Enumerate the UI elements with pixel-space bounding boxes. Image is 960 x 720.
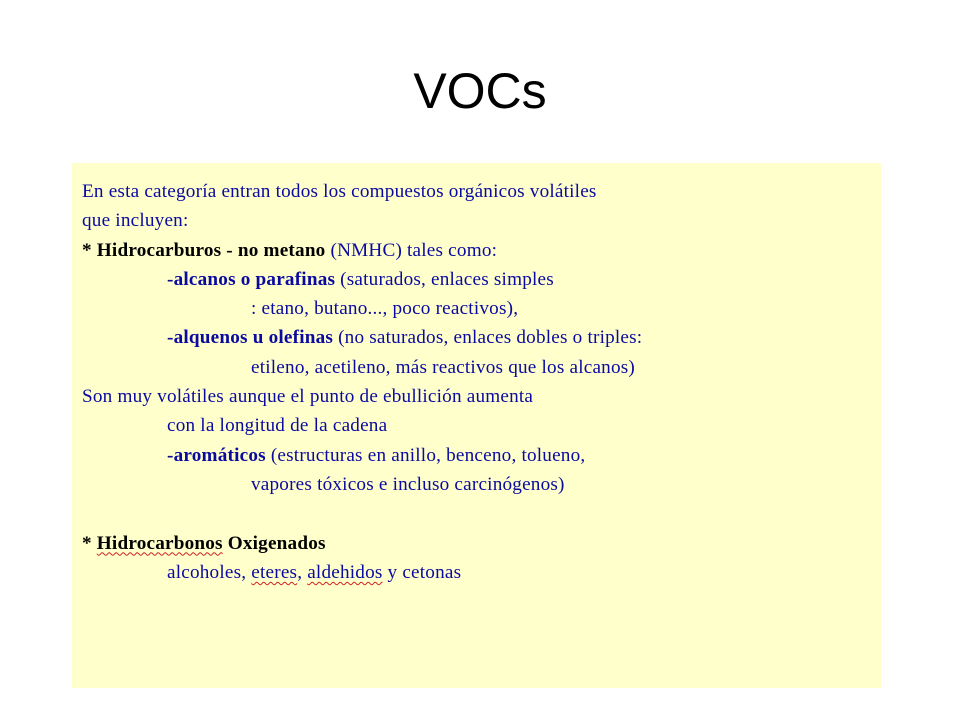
text-line <box>82 236 877 265</box>
bullet-marker: * <box>82 239 97 261</box>
text-line: con la longitud de la cadena <box>167 415 388 437</box>
content-box <box>72 163 881 688</box>
section-heading: Hidrocarbonos <box>96 532 223 554</box>
text-segment: (estructuras en anillo, benceno, tolueno, <box>265 444 586 466</box>
text-segment: y cetonas <box>382 561 462 583</box>
text-line <box>82 441 877 470</box>
text-line: : etano, butano..., poco reactivos), <box>251 298 519 320</box>
text-segment: (no saturados, enlaces dobles o triples: <box>333 327 643 349</box>
text-line: Son muy volátiles aunque el punto de ebullición aumenta <box>82 386 534 408</box>
text-line <box>82 323 877 352</box>
bullet-marker: * <box>82 532 97 554</box>
blank-line <box>82 499 877 528</box>
slide-title: VOCs <box>413 63 547 119</box>
term: -alcanos o parafinas <box>167 268 336 290</box>
text-line: que incluyen: <box>82 210 189 232</box>
text-segment: (saturados, enlaces simples <box>335 268 554 290</box>
term: -alquenos u olefinas <box>167 327 334 349</box>
text-segment: , <box>297 561 308 583</box>
section-heading: Hidrocarburos - no metano <box>96 239 326 261</box>
text-line: vapores tóxicos e incluso carcinógenos) <box>251 473 565 495</box>
text-segment: aldehidos <box>307 561 383 583</box>
text-line <box>82 265 877 294</box>
text-segment: eteres <box>251 561 298 583</box>
text-line: etileno, acetileno, más reactivos que los alcanos) <box>251 356 636 378</box>
term: -aromáticos <box>167 444 266 466</box>
text-block <box>82 177 877 587</box>
text-line <box>82 558 877 587</box>
text-segment: (NMHC) tales como: <box>325 239 498 261</box>
text-segment: alcoholes, <box>167 561 252 583</box>
text-line: En esta categoría entran todos los compuestos orgánicos volátiles <box>82 181 597 202</box>
section-heading: Oxigenados <box>222 532 326 554</box>
text-line <box>82 529 877 558</box>
